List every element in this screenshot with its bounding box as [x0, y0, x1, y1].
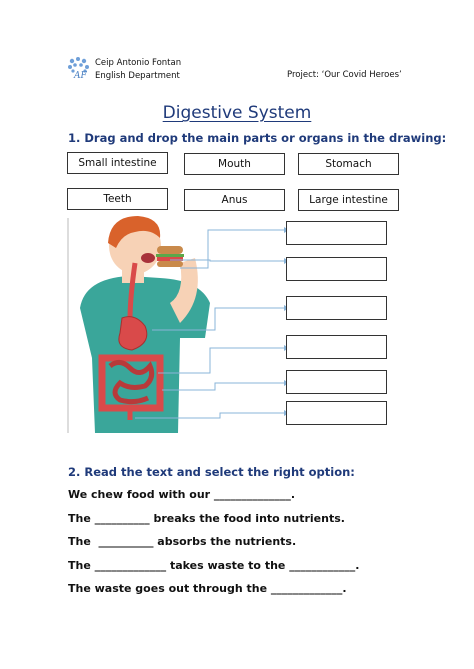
school-logo: [66, 56, 92, 80]
sentence-5[interactable]: The waste goes out through the _____________.: [68, 582, 347, 595]
word-card-teeth[interactable]: Teeth: [67, 188, 168, 210]
instruction-1: 1. Drag and drop the main parts or organs in the drawing:: [68, 131, 447, 145]
drop-zone-6[interactable]: [286, 401, 387, 425]
department-name: English Department: [95, 71, 180, 81]
sandwich-icon: [156, 246, 184, 267]
sentence-2[interactable]: The __________ breaks the food into nutrients.: [68, 512, 345, 525]
sentence-4[interactable]: The _____________ takes waste to the ____________.: [68, 559, 360, 572]
page-title: Digestive System: [162, 103, 312, 123]
word-card-mouth[interactable]: Mouth: [184, 153, 285, 175]
drop-zone-5[interactable]: [286, 370, 387, 394]
word-card-small-intestine[interactable]: Small intestine: [67, 152, 168, 174]
sentence-1[interactable]: We chew food with our ______________.: [68, 488, 296, 501]
drop-zone-4[interactable]: [286, 335, 387, 359]
project-name: Project: ‘Our Covid Heroes’: [287, 70, 402, 80]
word-card-anus[interactable]: Anus: [184, 189, 285, 211]
word-card-stomach[interactable]: Stomach: [298, 153, 399, 175]
school-name: Ceip Antonio Fontan: [95, 58, 182, 68]
digestive-system-illustration: [60, 208, 295, 438]
drop-zone-2[interactable]: [286, 257, 387, 281]
school-info: [95, 57, 181, 83]
sentence-3[interactable]: The __________ absorbs the nutrients.: [68, 535, 297, 548]
drop-zone-1[interactable]: [286, 221, 387, 245]
logo-text: AF: [74, 71, 87, 80]
word-card-large-intestine[interactable]: Large intestine: [298, 189, 399, 211]
instruction-2: 2. Read the text and select the right option:: [68, 465, 355, 479]
drop-zone-3[interactable]: [286, 296, 387, 320]
